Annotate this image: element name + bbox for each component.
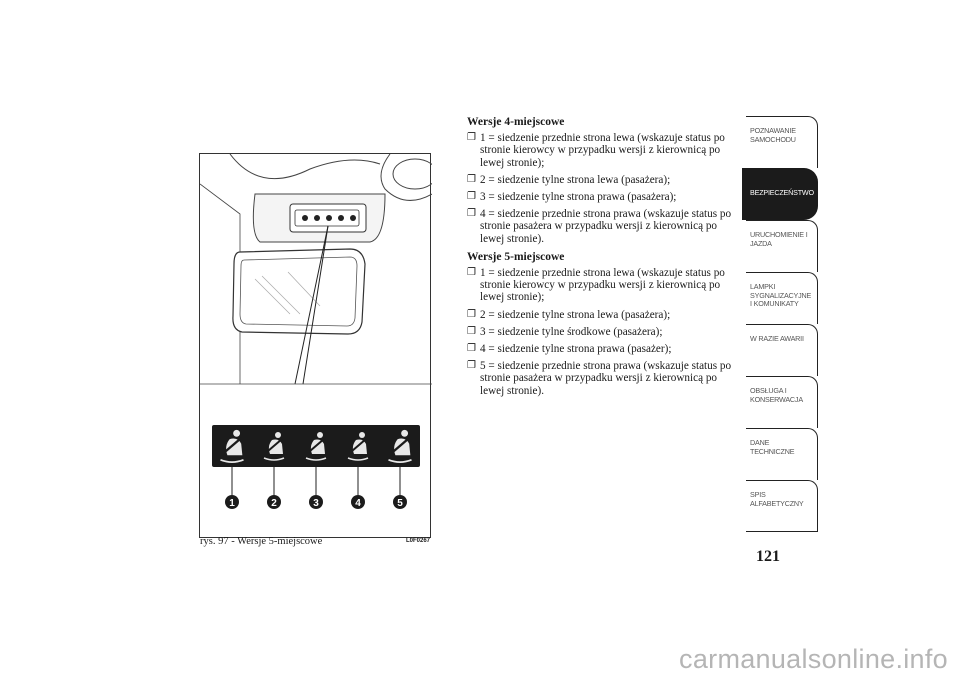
figure-code: L0F0267 [406,538,431,544]
figure-illustration [200,154,432,539]
list-item [467,360,737,397]
nav-tab-1[interactable]: POZNAWANIE SAMOCHODU [746,116,818,168]
list-item-text: 5 = siedzenie przednie strona prawa (wskazuje status po stronie pasażera w przypadku wersji z kierownicą po lewej stronie). [480,360,732,397]
checkbox-bullet-icon: ❐ [467,173,476,185]
list-item-text: 4 = siedzenie tylne strona prawa (pasażer); [480,343,672,356]
main-text [467,116,737,403]
checkbox-bullet-icon: ❐ [467,343,476,355]
nav-tab-4[interactable]: LAMPKI SYGNALIZACYJNE I KOMUNIKATY [746,272,818,324]
list-item-text: 1 = siedzenie przednie strona lewa (wskazuje status po stronie kierowcy w przypadku wersji z kierownicą po lewej stronie); [480,132,725,169]
section-heading: Wersje 5-miejscowe [467,250,565,263]
callout-number: 4 [355,498,361,509]
checkbox-bullet-icon: ❐ [467,360,476,372]
list-item [467,208,737,245]
nav-tab-5[interactable]: W RAZIE AWARII [746,324,818,376]
nav-tab-7[interactable]: DANE TECHNICZNE [746,428,818,480]
nav-tab-2[interactable]: BEZPIECZEŃSTWO [742,168,818,220]
page-number: 121 [756,548,780,565]
list-item [467,326,737,338]
chapter-nav [746,116,818,532]
callout-number: 1 [229,498,235,509]
list-item [467,191,737,203]
callout-number: 5 [397,498,403,509]
checkbox-bullet-icon: ❐ [467,325,476,337]
seat-list [467,132,737,245]
list-item-text: 3 = siedzenie tylne strona prawa (pasażera); [480,191,677,204]
seat-list [467,267,737,397]
list-item-text: 1 = siedzenie przednie strona lewa (wskazuje status po stronie kierowcy w przypadku wersji z kierownicą po lewej stronie); [480,267,725,304]
section-heading: Wersje 4-miejscowe [467,116,565,128]
list-item [467,267,737,304]
nav-tab-8[interactable]: SPIS ALFABETYCZNY [746,480,818,532]
list-item [467,309,737,321]
checkbox-bullet-icon: ❐ [467,191,476,203]
nav-tab-3[interactable]: URUCHOMIENIE I JAZDA [746,220,818,272]
list-item-text: 2 = siedzenie tylne strona lewa (pasażera); [480,308,671,321]
checkbox-bullet-icon: ❐ [467,132,476,144]
list-item-text: 2 = siedzenie tylne strona lewa (pasażera); [480,173,671,186]
watermark: carmanualsonline.info [679,644,948,674]
checkbox-bullet-icon: ❐ [467,208,476,220]
callout-number: 3 [313,498,319,509]
list-item [467,343,737,355]
list-item [467,132,737,169]
seat-belt-indicator-figure [199,153,431,538]
checkbox-bullet-icon: ❐ [467,267,476,279]
figure-caption: rys. 97 - Wersje 5-miejscowe [200,536,323,547]
checkbox-bullet-icon: ❐ [467,308,476,320]
callout-markers [225,467,407,509]
list-item-text: 3 = siedzenie tylne środkowe (pasażera); [480,325,663,338]
nav-tab-6[interactable]: OBSŁUGA I KONSERWACJA [746,376,818,428]
callout-number: 2 [271,498,277,509]
list-item [467,174,737,186]
list-item-text: 4 = siedzenie przednie strona prawa (wskazuje status po stronie pasażera w przypadku wersji z kierownicą po lewej stronie). [480,208,732,245]
